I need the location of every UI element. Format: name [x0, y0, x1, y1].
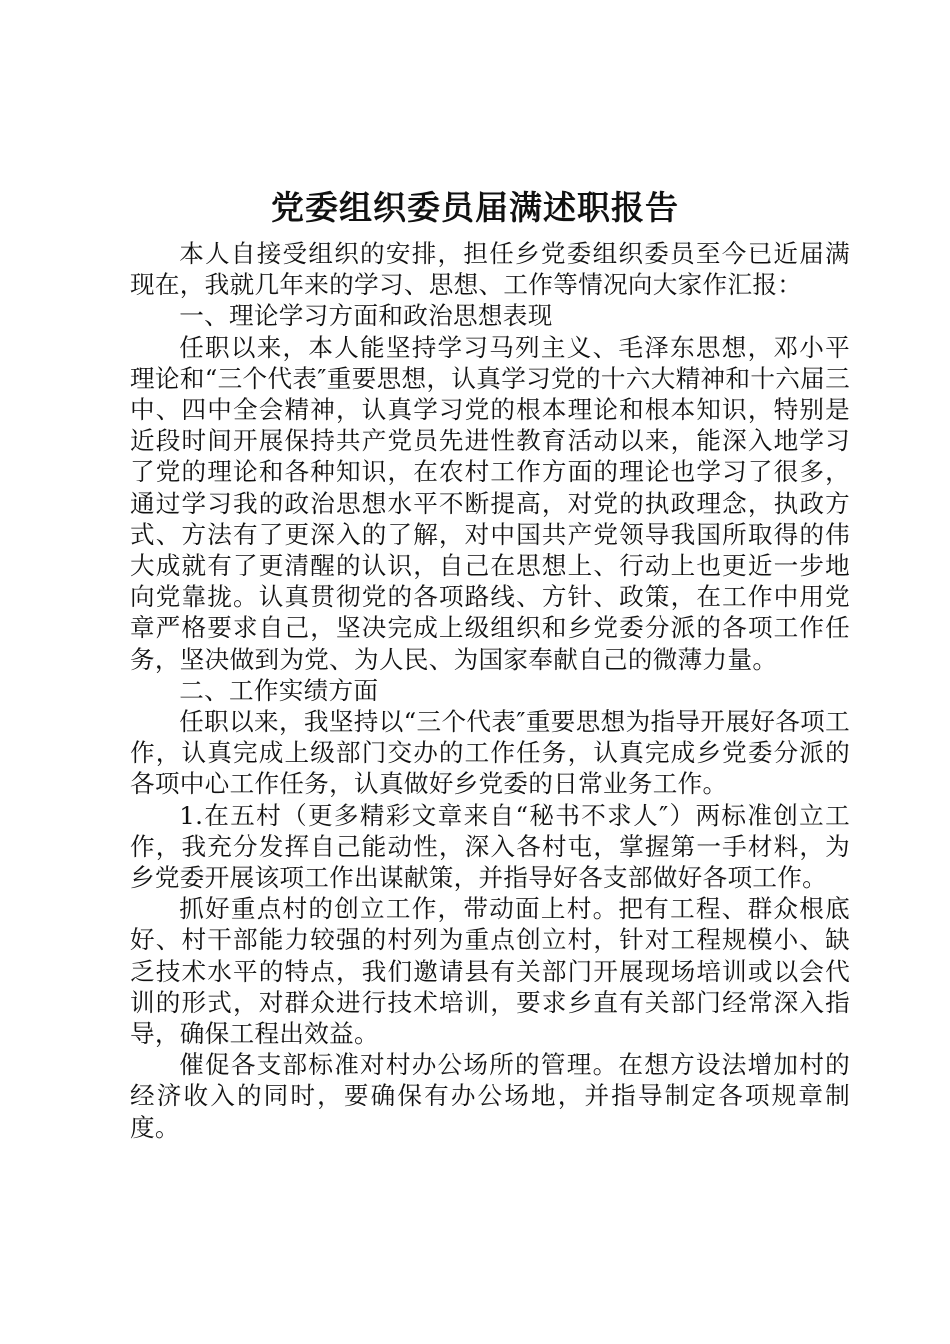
document-title: 党委组织委员届满述职报告 [271, 188, 679, 227]
key-village-paragraph: 抓好重点村的创立工作，带动面上村。把有工程、群众根底好、村干部能力较强的村列为重点创立村，针对工程规模小、缺乏技术水平的特点，我们邀请县有关部门开展现场培训或以会代训的形式，对群众进行技术培训，要求乡直有关部门经常深入指导，确保工程出效益。 [130, 894, 850, 1049]
document-body [130, 238, 850, 1143]
section-heading-work: 二、工作实绩方面 [179, 675, 379, 705]
intro-paragraph: 本人自接受组织的安排，担任乡党委组织委员至今已近届满现在，我就几年来的学习、思想、工作等情况向大家作汇报： [130, 239, 850, 300]
work-paragraph: 任职以来，我坚持以“三个代表″重要思想为指导开展好各项工作，认真完成上级部门交办的工作任务，认真完成乡党委分派的各项中心工作任务，认真做好乡党委的日常业务工作。 [130, 707, 850, 799]
office-management-paragraph: 催促各支部标准对村办公场所的管理。在想方设法增加村的经济收入的同时，要确保有办公场地，并指导制定各项规章制度。 [130, 1050, 850, 1142]
section-heading-theory: 一、理论学习方面和政治思想表现 [179, 301, 553, 331]
work-item-1-paragraph: 1.在五村（更多精彩文章来自“秘书不求人″）两标准创立工作，我充分发挥自己能动性，深入各村屯，掌握第一手材料，为乡党委开展该项工作出谋献策，并指导好各支部做好各项工作。 [130, 800, 850, 893]
theory-paragraph: 任职以来，本人能坚持学习马列主义、毛泽东思想，邓小平理论和“三个代表″重要思想，认真学习党的十六大精神和十六届三中、四中全会精神，认真学习党的根本理论和根本知识，特别是近段时间开展保持共产党员先进性教育活动以来，能深入地学习了党的理论和各种知识，在农村工作方面的理论也学习了很多，通过学习我的政治思想水平不断提高，对党的执政理念，执政方式、方法有了更深入的了解，对中国共产党领导我国所取得的伟大成就有了更清醒的认识，自己在思想上、行动上也更近一步地向党靠拢。认真贯彻党的各项路线、方针、政策，在工作中用党章严格要求自己，坚决完成上级组织和乡党委分派的各项工作任务，坚决做到为党、为人民、为国家奉献自己的微薄力量。 [130, 332, 850, 674]
